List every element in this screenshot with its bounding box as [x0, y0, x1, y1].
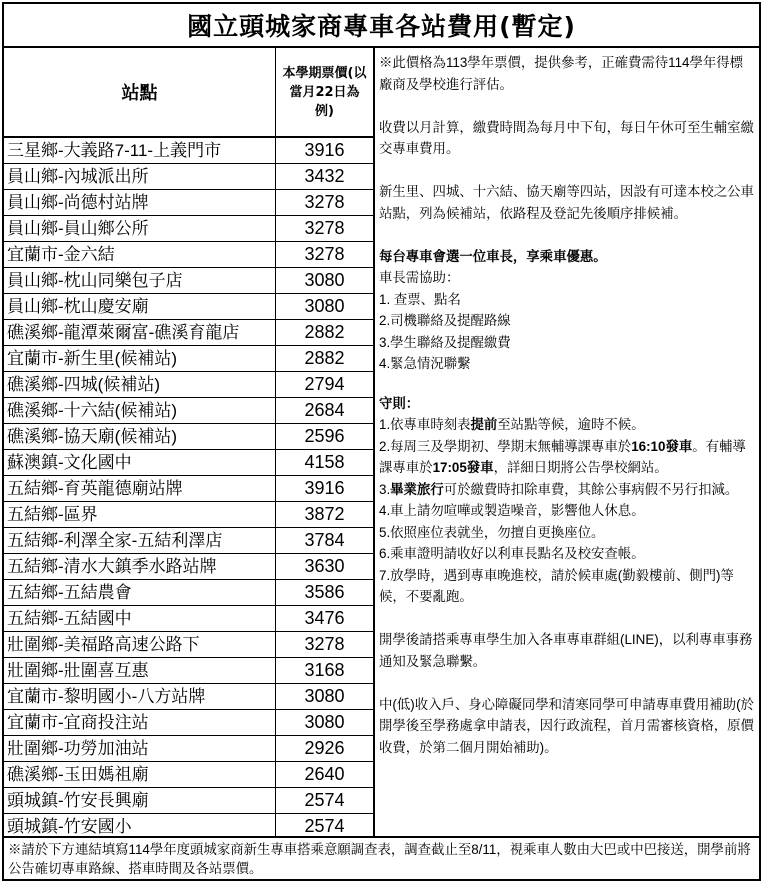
- station-price-cell: 2882: [276, 320, 373, 346]
- rules-title: 守則：: [379, 395, 420, 411]
- station-name-cell: 五結鄉-育英龍德廟站牌: [4, 476, 275, 502]
- station-price-cell: 3278: [276, 632, 373, 658]
- rule-2: 2.每周三及學期初、學期末無輔導課專車於16:10發車。有輔導課專車於17:05發車，詳細日期將公告學校網站。: [379, 438, 746, 475]
- station-name-cell: 宜蘭市-金六結: [4, 242, 275, 268]
- price-note: ※此價格為113學年票價，提供參考，正確費需待114學年得標廠商及學校進行評估。: [379, 55, 744, 92]
- station-list: [4, 138, 275, 840]
- payment-note: 收費以月計算，繳費時間為每月中下旬，每日午休可至生輔室繳交專車費用。: [379, 119, 754, 156]
- leader-duty: 2.司機聯絡及提醒路線: [379, 313, 511, 328]
- station-name-cell: 員山鄉-枕山同樂包子店: [4, 268, 275, 294]
- station-price-cell: 3872: [276, 502, 373, 528]
- station-name-cell: 五結鄉-五結國中: [4, 606, 275, 632]
- station-price-cell: 3432: [276, 164, 373, 190]
- station-price-cell: 3278: [276, 190, 373, 216]
- station-price-cell: 3080: [276, 294, 373, 320]
- price-column: [276, 48, 375, 836]
- station-name-cell: 壯圍鄉-壯圍喜互惠: [4, 658, 275, 684]
- leader-duty: 3.學生聯絡及提醒繳費: [379, 334, 511, 350]
- subsidy-note: 中(低)收入戶、身心障礙同學和清寒同學可申請專車費用補助(於開學後至學務處拿申請表，因行政流程，首月需審核資格，原價收費，於第二個月開始補助)。: [379, 696, 754, 755]
- station-name-cell: 宜蘭市-宜商投注站: [4, 710, 275, 736]
- fare-sheet: [2, 2, 761, 881]
- station-price-cell: 2684: [276, 398, 373, 424]
- station-price-cell: 2794: [276, 372, 373, 398]
- station-name-cell: 員山鄉-枕山慶安廟: [4, 294, 275, 320]
- station-price-cell: 3278: [276, 242, 373, 268]
- station-name-cell: 員山鄉-員山鄉公所: [4, 216, 275, 242]
- notes-panel: [375, 48, 759, 836]
- station-price-cell: 3586: [276, 580, 373, 606]
- station-name-cell: 三星鄉-大義路7-11-上義門市: [4, 138, 275, 164]
- station-name-cell: 宜蘭市-新生里(候補站): [4, 346, 275, 372]
- station-price-cell: 3476: [276, 606, 373, 632]
- station-name-cell: 礁溪鄉-四城(候補站): [4, 372, 275, 398]
- station-price-cell: 3916: [276, 476, 373, 502]
- station-price-cell: 3168: [276, 658, 373, 684]
- rule-5: 5.依照座位表就坐，勿擅自更換座位。: [379, 524, 605, 540]
- station-name-cell: 員山鄉-內城派出所: [4, 164, 275, 190]
- price-header: 本學期票價(以當月22日為例): [276, 48, 373, 138]
- station-name-cell: 五結鄉-區界: [4, 502, 275, 528]
- station-name-cell: 五結鄉-清水大鎮季水路站牌: [4, 554, 275, 580]
- station-price-cell: 3784: [276, 528, 373, 554]
- survey-footer-note: ※請於下方連結填寫114學年度頭城家商新生專車搭乘意願調查表，調查截止至8/11，視乘車人數由大巴或中巴接送，開學前將公告確切專車路線、搭車時間及各站票價。: [4, 836, 759, 879]
- station-name-cell: 五結鄉-利澤全家-五結利澤店: [4, 528, 275, 554]
- station-name-cell: 礁溪鄉-玉田媽祖廟: [4, 762, 275, 788]
- rule-4: 4.車上請勿喧嘩或製造噪音，影響他人休息。: [379, 503, 645, 518]
- station-name-cell: 宜蘭市-黎明國小-八方站牌: [4, 684, 275, 710]
- station-price-cell: 2640: [276, 762, 373, 788]
- station-price-cell: 2574: [276, 788, 373, 814]
- station-name-cell: 五結鄉-五結農會: [4, 580, 275, 606]
- station-name-cell: 礁溪鄉-十六結(候補站): [4, 398, 275, 424]
- price-list: [276, 138, 373, 840]
- rule-1: 1.依專車時刻表提前至站點等候，逾時不候。: [379, 417, 645, 432]
- station-name-cell: 頭城鎮-竹安長興廟: [4, 788, 275, 814]
- station-price-cell: 3080: [276, 710, 373, 736]
- station-header: 站點: [4, 48, 275, 138]
- line-group-note: 開學後請搭乘專車學生加入各車專車群組(LINE)，以利專車事務通知及緊急聯繫。: [379, 632, 753, 669]
- page-title: 國立頭城家商專車各站費用(暫定): [4, 4, 759, 48]
- leader-duty: 4.緊急情況聯繫: [379, 356, 471, 371]
- station-price-cell: 2574: [304, 816, 345, 836]
- station-name-cell: 壯圍鄉-美福路高速公路下: [4, 632, 275, 658]
- station-price-cell: 3916: [276, 138, 373, 164]
- leader-assist: 車長需協助：: [379, 270, 460, 285]
- rule-3: 3.畢業旅行可於繳費時扣除車費，其餘公事病假不另行扣減。: [379, 481, 739, 497]
- station-column: [4, 48, 276, 836]
- station-price-cell: 3080: [276, 684, 373, 710]
- station-name-cell: 礁溪鄉-龍潭萊爾富-礁溪育龍店: [4, 320, 275, 346]
- station-name-cell: 員山鄉-尚德村站牌: [4, 190, 275, 216]
- station-price-cell: 2596: [276, 424, 373, 450]
- station-price-cell: 2926: [276, 736, 373, 762]
- leader-duty: 1. 查票、點名: [379, 291, 461, 307]
- rule-7: 7.放學時，遇到專車晚進校，請於候車處(勤毅樓前、側門)等候，不要亂跑。: [379, 567, 734, 604]
- station-name-cell: 礁溪鄉-協天廟(候補站): [4, 424, 275, 450]
- station-price-cell: 3080: [276, 268, 373, 294]
- rule-6: 6.乘車證明請收好以利車長點名及校安查帳。: [379, 546, 645, 561]
- station-name-cell: 頭城鎮-竹安國小: [7, 817, 132, 836]
- leader-title: 每台專車會選一位車長，享乘車優惠。: [379, 248, 607, 264]
- station-price-cell: 3630: [276, 554, 373, 580]
- standby-note: 新生里、四城、十六結、協天廟等四站，因設有可達本校之公車站點，列為候補站，依路程及登記先後順序排候補。: [379, 184, 754, 221]
- station-price-cell: 2882: [276, 346, 373, 372]
- station-name-cell: 壯圍鄉-功勞加油站: [4, 736, 275, 762]
- station-price-cell: 3278: [276, 216, 373, 242]
- station-price-cell: 4158: [276, 450, 373, 476]
- station-name-cell: 蘇澳鎮-文化國中: [4, 450, 275, 476]
